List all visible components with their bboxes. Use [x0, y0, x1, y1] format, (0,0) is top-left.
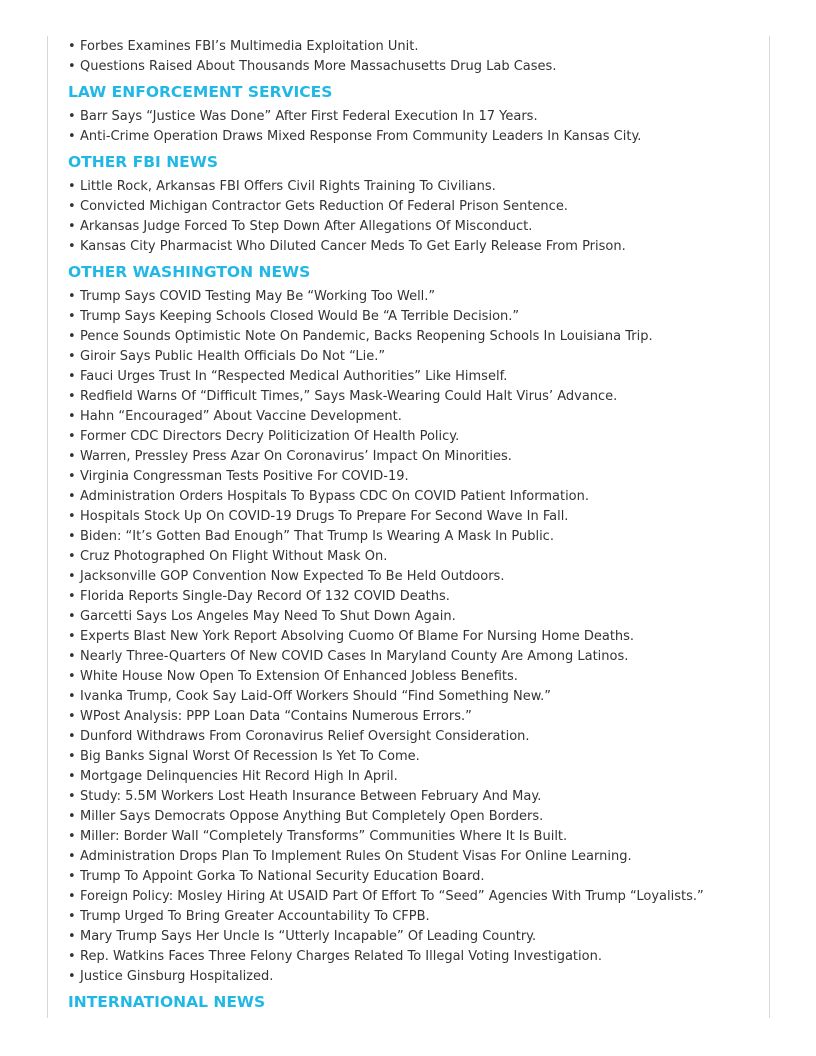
- headline-link[interactable]: [68, 947, 758, 967]
- headline-link[interactable]: [68, 687, 758, 707]
- headline-text[interactable]: Dunford Withdraws From Coronavirus Relief Oversight Consideration.: [80, 729, 530, 744]
- headline-text[interactable]: Mortgage Delinquencies Hit Record High In April.: [80, 769, 398, 784]
- headline-text[interactable]: Pence Sounds Optimistic Note On Pandemic, Backs Reopening Schools In Louisiana Trip.: [80, 329, 653, 344]
- bullet-icon: •: [68, 309, 76, 324]
- headline-text[interactable]: Trump Says COVID Testing May Be “Working Too Well.”: [80, 289, 436, 304]
- bullet-icon: •: [68, 349, 76, 364]
- headline-link[interactable]: [68, 287, 758, 307]
- headline-link[interactable]: [68, 747, 758, 767]
- headline-link[interactable]: [68, 37, 758, 57]
- headline-text[interactable]: Ivanka Trump, Cook Say Laid-Off Workers Should “Find Something New.”: [80, 689, 552, 704]
- bullet-icon: •: [68, 709, 76, 724]
- headline-link[interactable]: [68, 667, 758, 687]
- bullet-icon: •: [68, 429, 76, 444]
- headline-link[interactable]: [68, 847, 758, 867]
- headline-text[interactable]: Anti-Crime Operation Draws Mixed Response From Community Leaders In Kansas City.: [80, 129, 642, 144]
- headline-link[interactable]: [68, 627, 758, 647]
- bullet-icon: •: [68, 649, 76, 664]
- headline-text[interactable]: Fauci Urges Trust In “Respected Medical Authorities” Like Himself.: [80, 369, 508, 384]
- headline-text[interactable]: White House Now Open To Extension Of Enhanced Jobless Benefits.: [80, 669, 518, 684]
- headline-link[interactable]: [68, 327, 758, 347]
- bullet-icon: •: [68, 589, 76, 604]
- headline-link[interactable]: [68, 307, 758, 327]
- headline-link[interactable]: [68, 967, 758, 987]
- headline-link[interactable]: [68, 927, 758, 947]
- bullet-icon: •: [68, 289, 76, 304]
- bullet-icon: •: [68, 969, 76, 984]
- headline-text[interactable]: Administration Orders Hospitals To Bypass CDC On COVID Patient Information.: [80, 489, 590, 504]
- headline-text[interactable]: Florida Reports Single-Day Record Of 132 COVID Deaths.: [80, 589, 450, 604]
- headline-link[interactable]: [68, 887, 758, 907]
- headline-link[interactable]: [68, 197, 758, 217]
- headline-text[interactable]: Hahn “Encouraged” About Vaccine Development.: [80, 409, 402, 424]
- headline-link[interactable]: [68, 507, 758, 527]
- headline-text[interactable]: Justice Ginsburg Hospitalized.: [80, 969, 274, 984]
- bullet-icon: •: [68, 909, 76, 924]
- headline-text[interactable]: Virginia Congressman Tests Positive For COVID-19.: [80, 469, 409, 484]
- bullet-icon: •: [68, 629, 76, 644]
- headline-text[interactable]: Forbes Examines FBI’s Multimedia Exploitation Unit.: [80, 39, 419, 54]
- headline-link[interactable]: [68, 767, 758, 787]
- bullet-icon: •: [68, 889, 76, 904]
- headline-text[interactable]: Rep. Watkins Faces Three Felony Charges Related To Illegal Voting Investigation.: [80, 949, 602, 964]
- headline-text[interactable]: Garcetti Says Los Angeles May Need To Shut Down Again.: [80, 609, 456, 624]
- bullet-icon: •: [68, 569, 76, 584]
- bullet-icon: •: [68, 389, 76, 404]
- news-section: [68, 257, 758, 987]
- headline-text[interactable]: Questions Raised About Thousands More Massachusetts Drug Lab Cases.: [80, 59, 557, 74]
- news-section: [68, 147, 758, 257]
- headline-link[interactable]: [68, 807, 758, 827]
- section-heading: OTHER FBI NEWS: [68, 153, 219, 171]
- bullet-icon: •: [68, 369, 76, 384]
- headline-text[interactable]: Giroir Says Public Health Officials Do Not “Lie.”: [80, 349, 386, 364]
- headline-link[interactable]: [68, 907, 758, 927]
- headline-link[interactable]: [68, 237, 758, 257]
- bullet-icon: •: [68, 129, 76, 144]
- bullet-icon: •: [68, 469, 76, 484]
- headline-text[interactable]: WPost Analysis: PPP Loan Data “Contains Numerous Errors.”: [80, 709, 472, 724]
- headline-text[interactable]: Arkansas Judge Forced To Step Down After Allegations Of Misconduct.: [80, 219, 533, 234]
- headline-text[interactable]: Trump Urged To Bring Greater Accountability To CFPB.: [80, 909, 430, 924]
- headline-link[interactable]: [68, 567, 758, 587]
- headline-text[interactable]: Cruz Photographed On Flight Without Mask On.: [80, 549, 388, 564]
- bullet-icon: •: [68, 769, 76, 784]
- bullet-icon: •: [68, 729, 76, 744]
- headline-text[interactable]: Hospitals Stock Up On COVID-19 Drugs To Prepare For Second Wave In Fall.: [80, 509, 569, 524]
- headline-link[interactable]: [68, 387, 758, 407]
- bullet-icon: •: [68, 329, 76, 344]
- bullet-icon: •: [68, 39, 76, 54]
- headline-text[interactable]: Kansas City Pharmacist Who Diluted Cancer Meds To Get Early Release From Prison.: [80, 239, 626, 254]
- headline-text[interactable]: Mary Trump Says Her Uncle Is “Utterly Incapable” Of Leading Country.: [80, 929, 537, 944]
- section-heading: OTHER WASHINGTON NEWS: [68, 263, 311, 281]
- bullet-icon: •: [68, 949, 76, 964]
- bullet-icon: •: [68, 109, 76, 124]
- bullet-icon: •: [68, 529, 76, 544]
- bullet-icon: •: [68, 789, 76, 804]
- bullet-icon: •: [68, 179, 76, 194]
- bullet-icon: •: [68, 829, 76, 844]
- headline-link[interactable]: [68, 487, 758, 507]
- headline-link[interactable]: [68, 787, 758, 807]
- headline-link[interactable]: [68, 107, 758, 127]
- headline-text[interactable]: Redfield Warns Of “Difficult Times,” Says Mask-Wearing Could Halt Virus’ Advance.: [80, 389, 618, 404]
- headline-text[interactable]: Convicted Michigan Contractor Gets Reduction Of Federal Prison Sentence.: [80, 199, 568, 214]
- bullet-icon: •: [68, 489, 76, 504]
- headline-text[interactable]: Barr Says “Justice Was Done” After First Federal Execution In 17 Years.: [80, 109, 538, 124]
- headline-link[interactable]: [68, 367, 758, 387]
- headline-text[interactable]: Biden: “It’s Gotten Bad Enough” That Trump Is Wearing A Mask In Public.: [80, 529, 554, 544]
- headline-link[interactable]: [68, 467, 758, 487]
- bullet-icon: •: [68, 199, 76, 214]
- headline-link[interactable]: [68, 447, 758, 467]
- headline-text[interactable]: Experts Blast New York Report Absolving Cuomo Of Blame For Nursing Home Deaths.: [80, 629, 635, 644]
- bullet-icon: •: [68, 449, 76, 464]
- bullet-icon: •: [68, 809, 76, 824]
- bullet-icon: •: [68, 689, 76, 704]
- headline-text[interactable]: Miller: Border Wall “Completely Transforms” Communities Where It Is Built.: [80, 829, 568, 844]
- headline-link[interactable]: [68, 587, 758, 607]
- headline-text[interactable]: Foreign Policy: Mosley Hiring At USAID Part Of Effort To “Seed” Agencies With Trump “Loyalists.”: [80, 889, 704, 904]
- headline-link[interactable]: [68, 527, 758, 547]
- headline-link[interactable]: [68, 867, 758, 887]
- headline-link[interactable]: [68, 727, 758, 747]
- bullet-icon: •: [68, 869, 76, 884]
- bullet-icon: •: [68, 749, 76, 764]
- bullet-icon: •: [68, 239, 76, 254]
- headline-text[interactable]: Trump To Appoint Gorka To National Security Education Board.: [80, 869, 485, 884]
- bullet-icon: •: [68, 509, 76, 524]
- bullet-icon: •: [68, 549, 76, 564]
- headline-text[interactable]: Administration Drops Plan To Implement Rules On Student Visas For Online Learning.: [80, 849, 632, 864]
- section-heading: INTERNATIONAL NEWS: [68, 993, 266, 1011]
- headline-link[interactable]: [68, 707, 758, 727]
- bullet-icon: •: [68, 609, 76, 624]
- section-heading: LAW ENFORCEMENT SERVICES: [68, 83, 333, 101]
- headline-link[interactable]: [68, 827, 758, 847]
- headline-text[interactable]: Big Banks Signal Worst Of Recession Is Yet To Come.: [80, 749, 420, 764]
- headline-link[interactable]: [68, 57, 758, 77]
- bullet-icon: •: [68, 669, 76, 684]
- bullet-icon: •: [68, 849, 76, 864]
- headline-link[interactable]: [68, 647, 758, 667]
- headline-link[interactable]: [68, 607, 758, 627]
- headline-text[interactable]: Warren, Pressley Press Azar On Coronavirus’ Impact On Minorities.: [80, 449, 512, 464]
- headline-text[interactable]: Miller Says Democrats Oppose Anything But Completely Open Borders.: [80, 809, 544, 824]
- bullet-icon: •: [68, 409, 76, 424]
- headline-text[interactable]: Nearly Three-Quarters Of New COVID Cases In Maryland County Are Among Latinos.: [80, 649, 629, 664]
- headline-link[interactable]: [68, 347, 758, 367]
- headline-text[interactable]: Former CDC Directors Decry Politicization Of Health Policy.: [80, 429, 460, 444]
- headline-link[interactable]: [68, 127, 758, 147]
- bullet-icon: •: [68, 929, 76, 944]
- bullet-icon: •: [68, 59, 76, 74]
- headline-link[interactable]: [68, 547, 758, 567]
- headline-text[interactable]: Trump Says Keeping Schools Closed Would Be “A Terrible Decision.”: [80, 309, 520, 324]
- headline-link[interactable]: [68, 427, 758, 447]
- headline-text[interactable]: Little Rock, Arkansas FBI Offers Civil Rights Training To Civilians.: [80, 179, 496, 194]
- bullet-icon: •: [68, 219, 76, 234]
- headline-text[interactable]: Jacksonville GOP Convention Now Expected To Be Held Outdoors.: [80, 569, 505, 584]
- headline-link[interactable]: [68, 217, 758, 237]
- headline-link[interactable]: [68, 407, 758, 427]
- newsletter-content: [68, 37, 758, 1017]
- news-section: [68, 77, 758, 147]
- headline-text[interactable]: Study: 5.5M Workers Lost Heath Insurance Between February And May.: [80, 789, 542, 804]
- headline-link[interactable]: [68, 177, 758, 197]
- news-section: [68, 987, 758, 1017]
